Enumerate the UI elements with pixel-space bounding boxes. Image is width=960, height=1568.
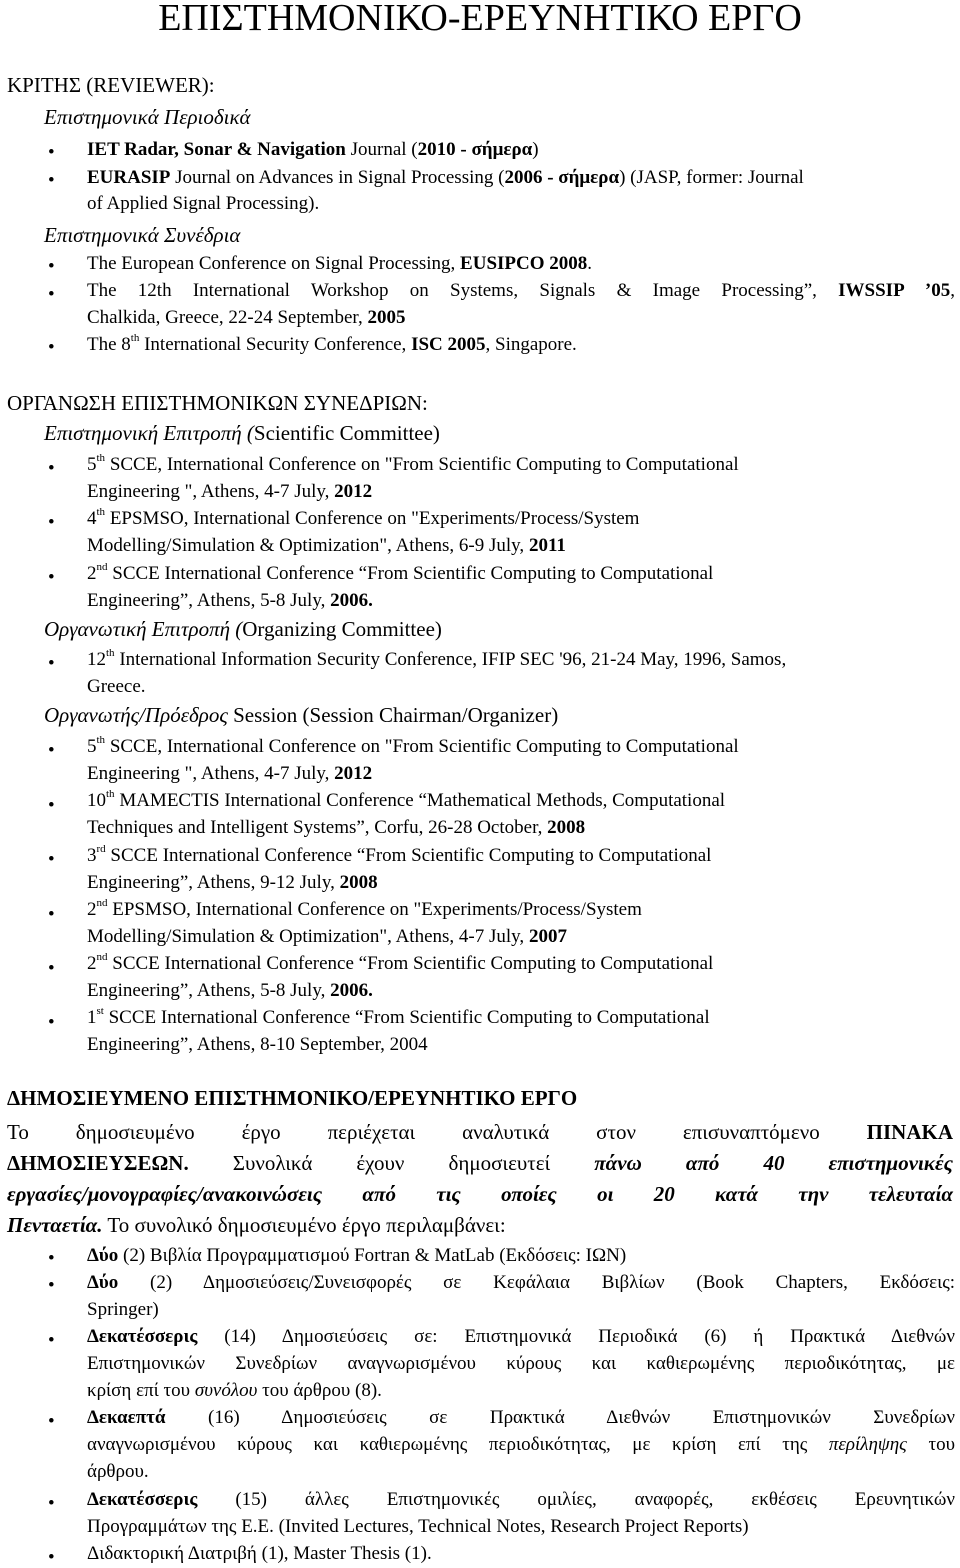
- list-item: Δύο (2) Δημοσιεύσεις/Συνεισφορές σε Κεφάλαια Βιβλίων (Book Chapters, Εκδόσεις:: [87, 1272, 955, 1293]
- list-item-continuation: άρθρου.: [87, 1461, 149, 1482]
- list-item: Δεκατέσσερις (14) Δημοσιεύσεις σε: Επιστημονικά Περιοδικά (6) ή Πρακτικά Διεθνών: [87, 1326, 955, 1347]
- bullet-icon: •: [48, 512, 55, 533]
- list-item: 5th SCCE, International Conference on "From Scientific Computing to Computational: [87, 734, 739, 757]
- list-item-continuation: Engineering ", Athens, 4-7 July, 2012: [87, 763, 373, 784]
- bullet-icon: •: [48, 1493, 55, 1514]
- list-item-continuation: of Applied Signal Processing).: [87, 193, 320, 214]
- session-chair-subheading: Οργανωτής/Πρόεδρος Session (Session Chairman/Organizer): [44, 703, 559, 727]
- paragraph-line: Το δημοσιευμένο έργο περιέχεται αναλυτικά στον επισυναπτόμενο ΠΙΝΑΚΑ: [7, 1120, 953, 1144]
- bullet-icon: •: [48, 256, 55, 277]
- list-item: IET Radar, Sonar & Navigation Journal (2010 - σήμερα): [87, 139, 539, 160]
- conferences-subheading: Επιστημονικά Συνέδρια: [44, 223, 241, 247]
- organization-heading: ΟΡΓΑΝΩΣΗ ΕΠΙΣΤΗΜΟΝΙΚΩΝ ΣΥΝΕΔΡΙΩΝ:: [7, 391, 428, 415]
- list-item: 1st SCCE International Conference “From Scientific Computing to Computational: [87, 1005, 710, 1028]
- journals-subheading: Επιστημονικά Περιοδικά: [44, 105, 251, 129]
- page-title: ΕΠΙΣΤΗΜΟΝΙΚΟ-ΕΡΕΥΝΗΤΙΚΟ ΕΡΓΟ: [158, 0, 802, 39]
- list-item-continuation: Engineering ", Athens, 4-7 July, 2012: [87, 481, 373, 502]
- list-item-continuation: Engineering”, Athens, 8-10 September, 2004: [87, 1034, 428, 1055]
- bullet-icon: •: [48, 1248, 55, 1269]
- list-item: 3rd SCCE International Conference “From Scientific Computing to Computational: [87, 843, 712, 866]
- list-item-continuation: Επιστημονικών Συνεδρίων αναγνωρισμένου κύρους και καθιερωμένης περιοδικότητας, με: [87, 1353, 955, 1374]
- list-item-continuation: Modelling/Simulation & Optimization", Athens, 4-7 July, 2007: [87, 926, 567, 947]
- list-item: 4th EPSMSO, International Conference on "Experiments/Process/System: [87, 506, 640, 529]
- bullet-icon: •: [48, 170, 55, 191]
- list-item-continuation: κρίση επί του συνόλου του άρθρου (8).: [87, 1380, 382, 1401]
- bullet-icon: •: [48, 904, 55, 925]
- list-item: 2nd EPSMSO, International Conference on "Experiments/Process/System: [87, 897, 642, 920]
- list-item-continuation: Techniques and Intelligent Systems”, Corfu, 26-28 October, 2008: [87, 817, 586, 838]
- bullet-icon: •: [48, 653, 55, 674]
- bullet-icon: •: [48, 1411, 55, 1432]
- list-item-continuation: αναγνωρισμένου κύρους και καθιερωμένης περιοδικότητας, με κρίση επί της περίληψης του: [87, 1434, 955, 1455]
- bullet-icon: •: [48, 740, 55, 761]
- list-item-continuation: Engineering”, Athens, 9-12 July, 2008: [87, 872, 378, 893]
- list-item: EURASIP Journal on Advances in Signal Processing (2006 - σήμερα) (JASP, former: Journal: [87, 167, 804, 188]
- bullet-icon: •: [48, 458, 55, 479]
- published-heading: ΔΗΜΟΣΙΕΥΜΕΝΟ ΕΠΙΣΤΗΜΟΝΙΚΟ/ΕΡΕΥΝΗΤΙΚΟ ΕΡΓΟ: [7, 1086, 578, 1110]
- list-item: 10th MAMECTIS International Conference “Mathematical Methods, Computational: [87, 788, 726, 811]
- bullet-icon: •: [48, 142, 55, 163]
- list-item: 2nd SCCE International Conference “From Scientific Computing to Computational: [87, 561, 714, 584]
- organizing-committee-subheading: Οργανωτική Επιτροπή (Organizing Committee): [44, 617, 442, 641]
- list-item-continuation: Προγραμμάτων της Ε.Ε. (Invited Lectures, Technical Notes, Research Project Reports): [87, 1516, 749, 1537]
- list-item: Δεκατέσσερις (15) άλλες Επιστημονικές ομιλίες, αναφορές, εκθέσεις Ερευνητικών: [87, 1489, 955, 1510]
- list-item-continuation: Chalkida, Greece, 22-24 September, 2005: [87, 307, 406, 328]
- list-item: 5th SCCE, International Conference on "From Scientific Computing to Computational: [87, 452, 739, 475]
- list-item: The 8th International Security Conference, ISC 2005, Singapore.: [87, 332, 577, 355]
- bullet-icon: •: [48, 958, 55, 979]
- bullet-icon: •: [48, 1547, 55, 1568]
- list-item-continuation: Engineering”, Athens, 5-8 July, 2006.: [87, 590, 373, 611]
- bullet-icon: •: [48, 1330, 55, 1351]
- list-item-continuation: Modelling/Simulation & Optimization", Athens, 6-9 July, 2011: [87, 535, 566, 556]
- reviewer-heading: ΚΡΙΤΗΣ (REVIEWER):: [7, 73, 215, 97]
- list-item-continuation: Engineering”, Athens, 5-8 July, 2006.: [87, 980, 373, 1001]
- paragraph-line: ΔΗΜΟΣΙΕΥΣΕΩΝ. Συνολικά έχουν δημοσιευτεί πάνω από 40 επιστημονικές: [7, 1151, 953, 1175]
- bullet-icon: •: [48, 284, 55, 305]
- scientific-committee-subheading: Επιστημονική Επιτροπή (Scientific Committee): [44, 421, 440, 445]
- bullet-icon: •: [48, 1275, 55, 1296]
- list-item: 12th International Information Security Conference, IFIP SEC '96, 21-24 May, 1996, Samos,: [87, 647, 787, 670]
- bullet-icon: •: [48, 567, 55, 588]
- bullet-icon: •: [48, 1012, 55, 1033]
- list-item-continuation: Greece.: [87, 676, 146, 697]
- list-item: Δύο (2) Βιβλία Προγραμματισμού Fortran & MatLab (Εκδόσεις: ΙΩΝ): [87, 1245, 627, 1266]
- list-item: Διδακτορική Διατριβή (1), Master Thesis (1).: [87, 1543, 432, 1564]
- list-item: The European Conference on Signal Processing, EUSIPCO 2008.: [87, 253, 593, 274]
- bullet-icon: •: [48, 849, 55, 870]
- list-item-continuation: Springer): [87, 1299, 159, 1320]
- bullet-icon: •: [48, 337, 55, 358]
- list-item: The 12th International Workshop on Systems, Signals & Image Processing”, IWSSIP ’05,: [87, 280, 955, 301]
- paragraph-line: Πενταετία. Το συνολικό δημοσιευμένο έργο περιλαμβάνει:: [7, 1213, 506, 1237]
- list-item: 2nd SCCE International Conference “From Scientific Computing to Computational: [87, 951, 714, 974]
- list-item: Δεκαεπτά (16) Δημοσιεύσεις σε Πρακτικά Διεθνών Επιστημονικών Συνεδρίων: [87, 1407, 955, 1428]
- paragraph-line: εργασίες/μονογραφίες/ανακοινώσεις από τις οποίες οι 20 κατά την τελευταία: [7, 1182, 953, 1206]
- bullet-icon: •: [48, 795, 55, 816]
